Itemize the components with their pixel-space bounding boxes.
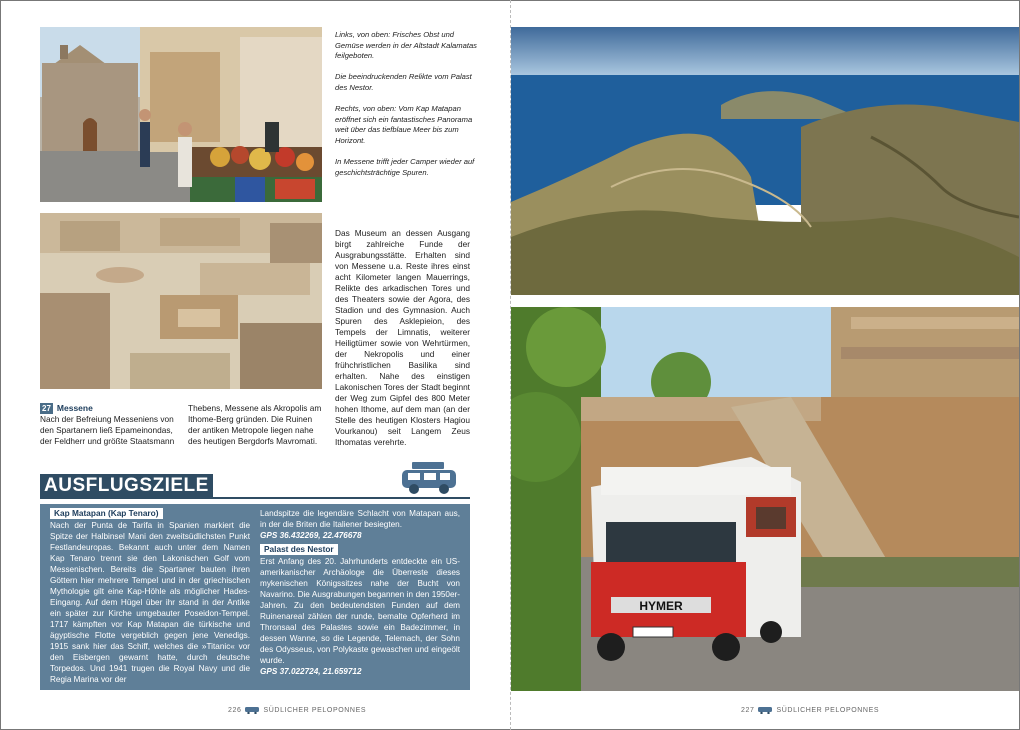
messene-text-1: Nach der Befreiung Messeniens von den Spartanern ließ Epameinondas, der Feldherr und größte Staatsmann [40,414,175,446]
caption-market: Links, von oben: Frisches Obst und Gemüse werden in der Altstadt Kalamatas feilgeboten. [335,30,477,61]
footer-chapter: SÜDLICHER PELOPONNES [776,706,880,714]
messene-text-2: Thebens, Messene als Akropolis am Ithome-Berg gründen. Die Ruinen der antiken Metropole liegen nahe des heutigen Bergdorfs Mavromati. [188,403,322,446]
messene-text-3: Das Museum an dessen Ausgang birgt zahlreiche Funde der Ausgrabungsstätte. Erhalten sind von Messene u.a. Reste ihres einst acht Kilometer langen Mauerrings, Relikte des arkadischen Tores und des Theaters sowie der Agora, des Stadion und des Gymnasion. Auch Spuren des Asklepieion, des Tempels der Limnatis, weiterer Heiligtümer sowie von Wehrtürmen, der Nekropolis und einer frühchristlichen Basilika sind erhalten. Nahe des einstigen Lakonischen Tores der Stadt beginnt der Weg zum Gipfel des 800 Meter hohen Ithome, auf dem man (an der Stelle des heutigen Klosters Hagiou Vourkanou) seit Langem Zeus Ithomatas verehrte. [335,228,470,447]
photo-captions [335,30,477,189]
caption-matapan: Rechts, von oben: Vom Kap Matapan eröffnet sich ein fantastisches Panorama weit über das tiefblaue Meer bis zum Horizont. [335,104,473,145]
messene-column-1 [40,403,180,447]
photo-messene-camper [511,307,1019,691]
caption-nestor: Die beeindruckenden Relikte vom Palast des Nestor. [335,72,472,92]
camper-brand-text: HYMER [639,599,683,613]
gps-coordinates: GPS 37.022724, 21.659712 [260,667,362,676]
excursion-heading: Palast des Nestor [260,544,338,555]
photo-kap-matapan [511,27,1019,295]
footer-left [228,706,366,714]
camper-van-icon [758,706,772,714]
footer-right [741,706,879,714]
footer-chapter: SÜDLICHER PELOPONNES [263,706,367,714]
photo-kalamata-market [40,27,322,202]
excursion-heading: Kap Matapan (Kap Tenaro) [50,508,163,519]
excursion-text-continued: Landspitze die legendäre Schlacht von Matapan aus, in der die Briten die Italiener besiegten. [260,509,460,529]
excursion-right-column [260,508,460,677]
excursions-heading: AUSFLUGSZIELE [40,474,213,497]
section-heading [40,403,180,414]
excursions-box [40,504,470,690]
camper-van-icon [245,706,259,714]
camper-van-icon [400,462,458,496]
page-number: 227 [741,706,755,714]
excursions-rule [40,497,470,499]
page-number: 226 [228,706,242,714]
excursion-text: Nach der Punta de Tarifa in Spanien markiert die Spitze der Halbinsel Mani den zweitsüdlichsten Punkt Festlandeuropas. Bekannt auch unter dem Namen Kap Tenaro trennt sie den Lakonischen Golf vom Messenischen. Bereits die Spartaner bauten ihren Göttern hier mehrere Tempel und in der griechischen Mythologie gilt eine Kap-Höhle als möglicher Hades-Eingang. Auf dem Hügel über ihr stand in der Antike ein später zur Kirche umgebauter Poseidon-Tempel. 1717 kämpften vor Kap Matapan die türkische und ägyptische Flotte vergeblich gegen jene Venedigs. 1915 sank hier das Schiff, welches die »Titanic« vor den Eisbergen gewarnt hatte, durch deutsche Torpedos. Und 1941 trugen die Royal Navy und die Regia Marina vor der [50,521,250,684]
caption-messene: In Messene trifft jeder Camper wieder auf geschichtsträchtige Spuren. [335,157,475,177]
section-number: 27 [42,404,51,413]
excursion-kap-matapan [50,508,250,685]
photo-nestor-palace [40,213,322,389]
excursion-text: Erst Anfang des 20. Jahrhunderts entdeckte ein US-amerikanischer Archäologe die Überreste dieses mykenischen Königssitzes nahe der Bucht von Navarino. Die Ausgrabungen begannen in den 1950er-Jahren. Zu den bedeutendsten Funden auf dem Ruinenareal zählen der runde, bemalte Opferherd im Thronsaal des Palastes sowie ein Badezimmer, in dessen Wanne, so die Legende, Telemach, der Sohn des Odysseus, von Polykaste gewaschen und eingeölt wurde. [260,557,460,665]
gps-coordinates: GPS 36.432269, 22.476678 [260,531,362,540]
section-title: Messene [56,403,93,413]
